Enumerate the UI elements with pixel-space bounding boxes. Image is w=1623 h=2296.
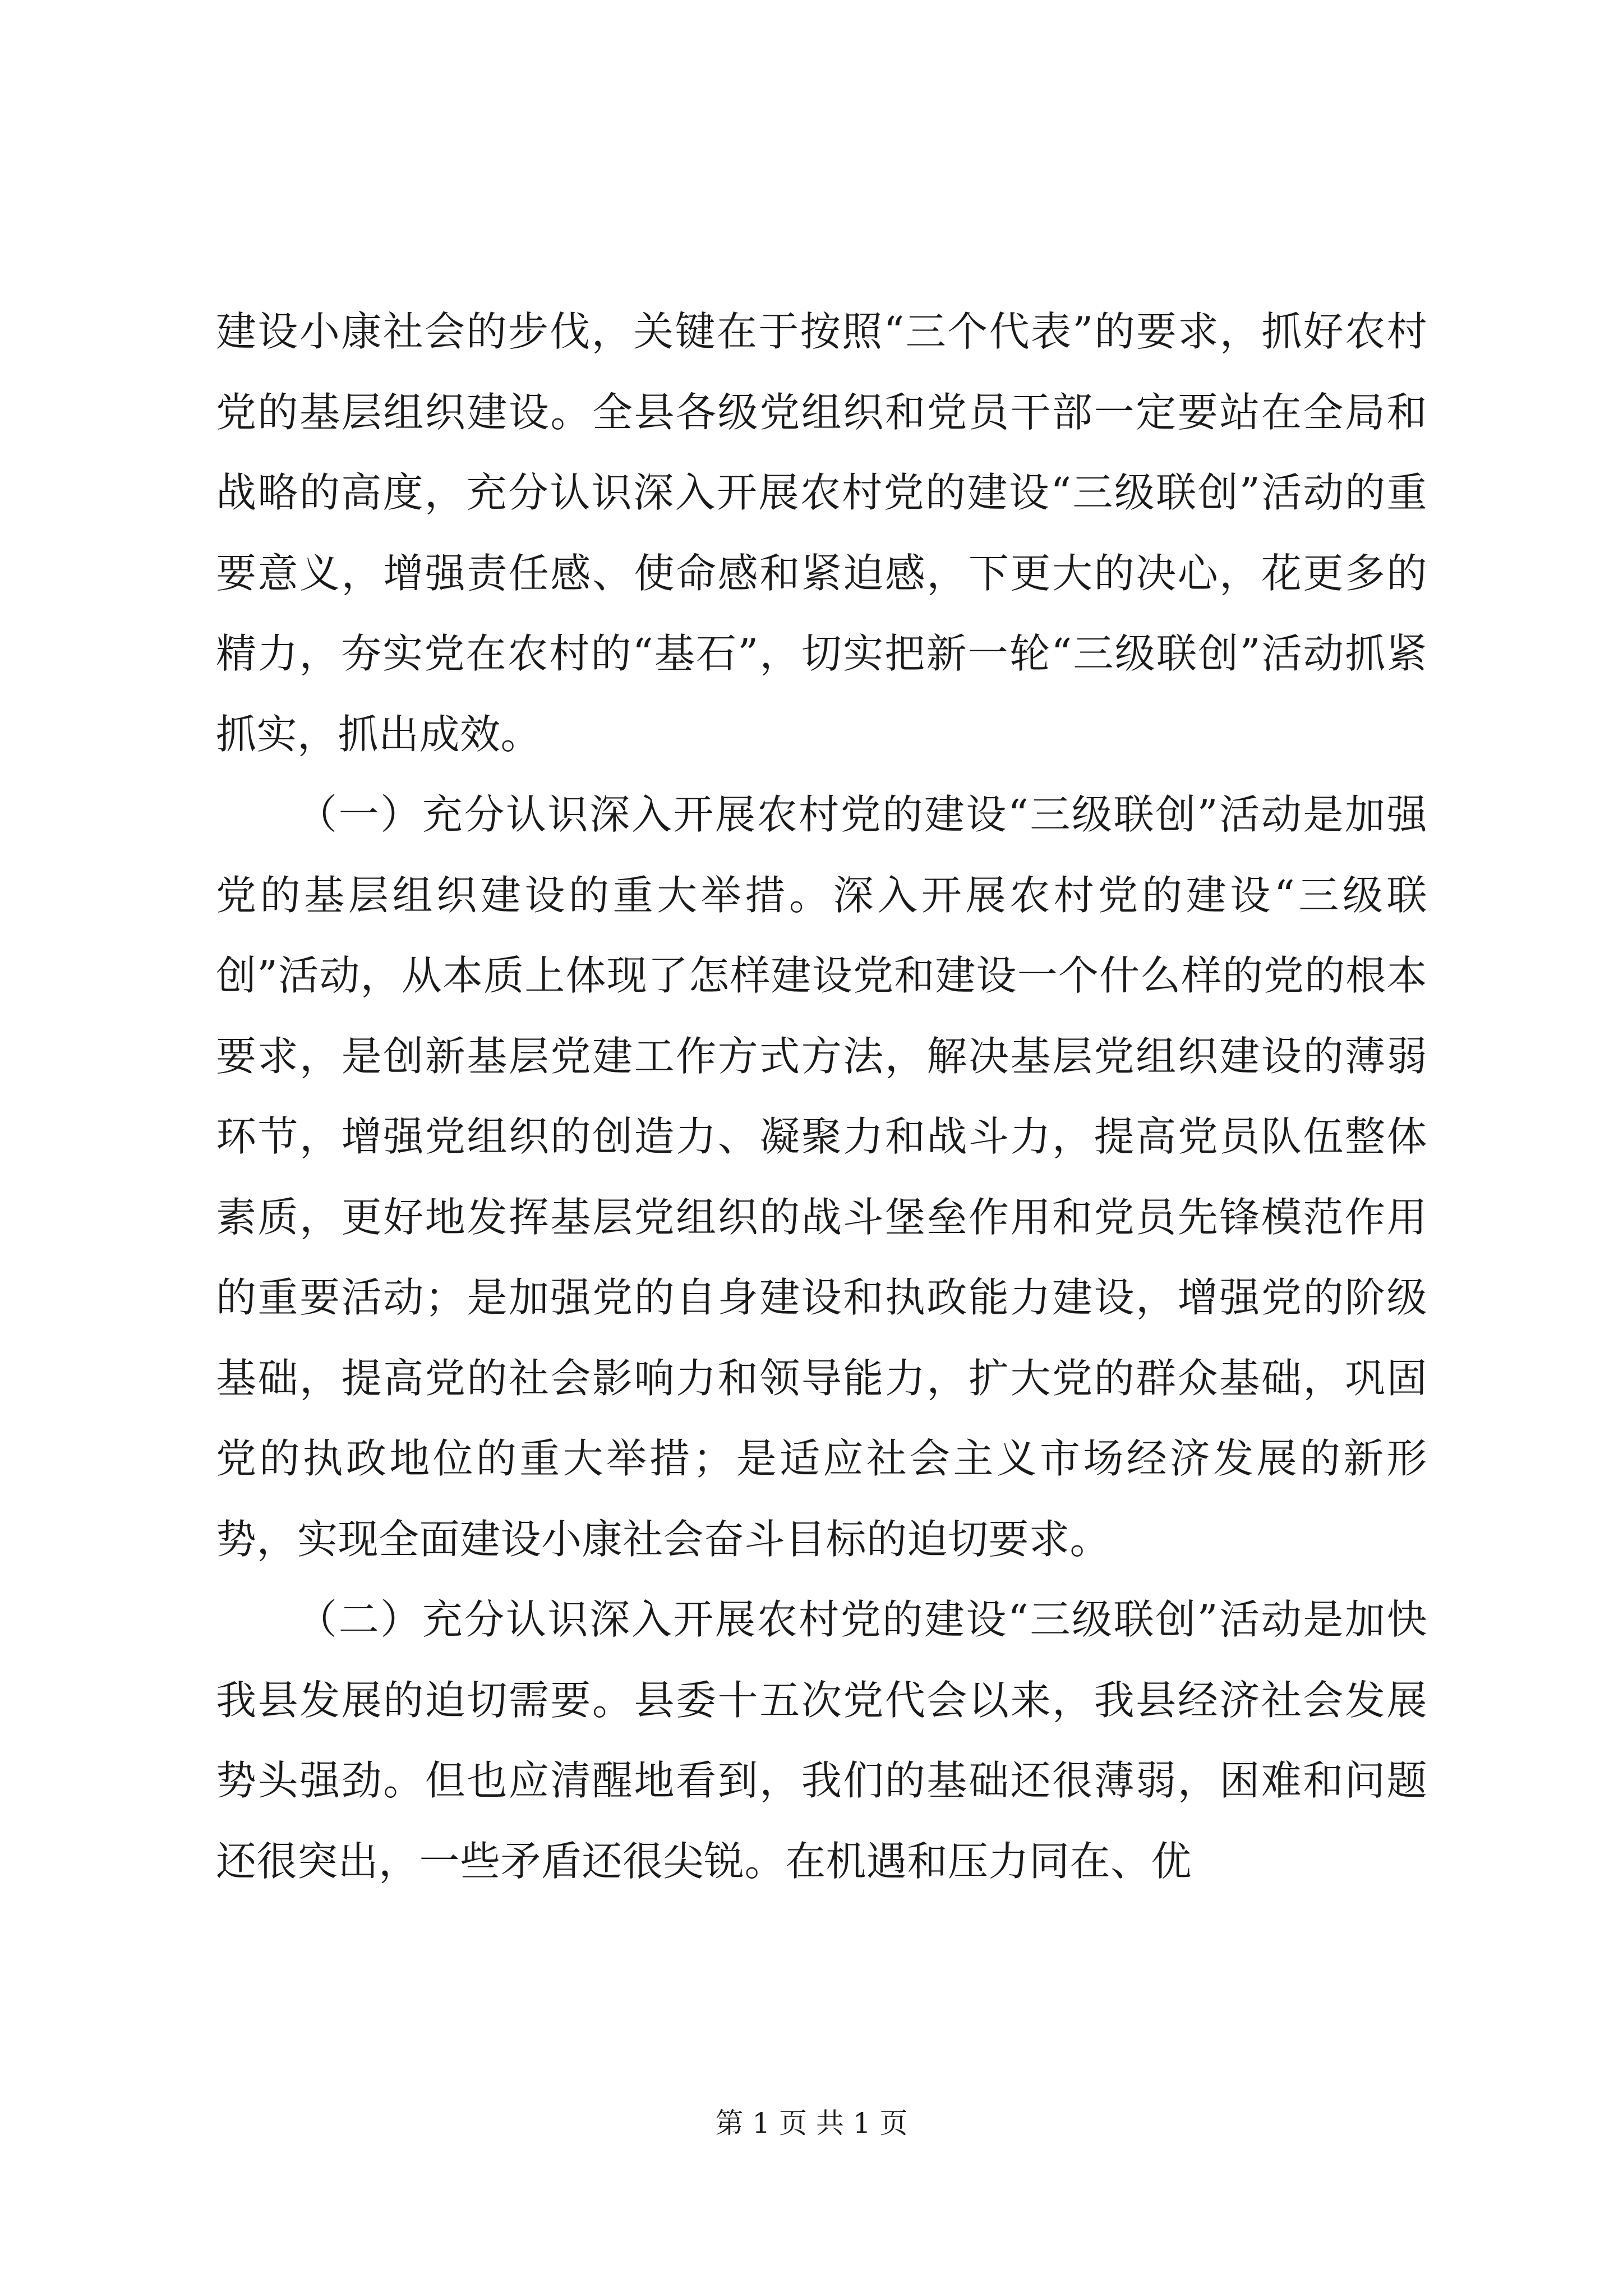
document-body [216, 292, 1427, 1902]
paragraph-section-one: （一）充分认识深入开展农村党的建设“三级联创”活动是加强党的基层组织建设的重大举措。深入开展农村党的建设“三级联创”活动，从本质上体现了怎样建设党和建设一个什么样的党的根本要求，是创新基层党建工作方式方法，解决基层党组织建设的薄弱环节，增强党组织的创造力、凝聚力和战斗力，提高党员队伍整体素质，更好地发挥基层党组织的战斗堡垒作用和党员先锋模范作用的重要活动；是加强党的自身建设和执政能力建设，增强党的阶级基础，提高党的社会影响力和领导能力，扩大党的群众基础，巩固党的执政地位的重大举措；是适应社会主义市场经济发展的新形势，实现全面建设小康社会奋斗目标的迫切要求。 [216, 791, 1427, 1563]
paragraph-section-two: （二）充分认识深入开展农村党的建设“三级联创”活动是加快我县发展的迫切需要。县委十五次党代会以来，我县经济社会发展势头强劲。但也应清醒地看到，我们的基础还很薄弱，困难和问题还很突出，一些矛盾还很尖锐。在机遇和压力同在、优 [216, 1596, 1427, 1885]
paragraph-continuation: 建设小康社会的步伐，关键在于按照“三个代表”的要求，抓好农村党的基层组织建设。全县各级党组织和党员干部一定要站在全局和战略的高度，充分认识深入开展农村党的建设“三级联创”活动的重要意义，增强责任感、使命感和紧迫感，下更大的决心，花更多的精力，夯实党在农村的“基石”，切实把新一轮“三级联创”活动抓紧抓实，抓出成效。 [216, 308, 1427, 758]
page-footer: 第 1 页 共 1 页 [715, 2107, 908, 2139]
